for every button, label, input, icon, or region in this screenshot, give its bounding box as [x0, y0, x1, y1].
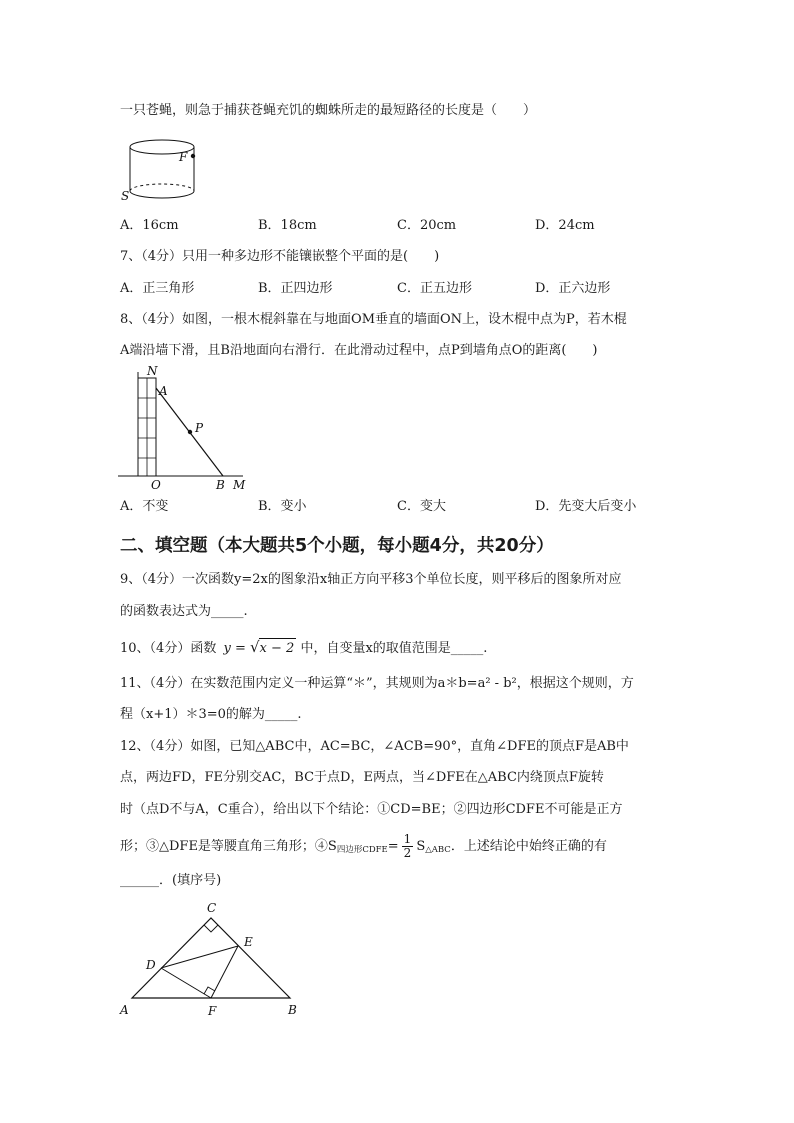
q7-option-d[interactable]: D．正六边形 [535, 281, 611, 296]
q6-option-c[interactable]: C．20cm [397, 218, 457, 233]
q8-option-b[interactable]: B．变小 [258, 499, 307, 514]
q8-option-a[interactable]: A．不变 [120, 499, 169, 514]
q12-line4-tail: ．上述结论中始终正确的有 [450, 839, 607, 854]
triangle-label-B: B [288, 1003, 297, 1017]
q12-stem-line3: 时（点D不与A，C重合），给出以下个结论：①CD=BE；②四边形CDFE不可能是正方 [120, 802, 623, 817]
q8-option-d[interactable]: D．先变大后变小 [535, 499, 637, 514]
q7-option-b[interactable]: B．正四边形 [258, 281, 333, 296]
q8-option-c[interactable]: C．变大 [397, 499, 446, 514]
cylinder-label-S: S [121, 189, 130, 203]
q9-stem-line2: 的函数表达式为_____. [120, 604, 248, 619]
triangle-label-D: D [146, 958, 156, 972]
q11-stem-line1: 11、（4分）在实数范围内定义一种运算“＊”，其规则为a＊b=a² - b²，根据这个规则，方 [120, 676, 634, 691]
q9-stem-line1: 9、（4分）一次函数y=2x的图象沿x轴正方向平移3个单位长度，则平移后的图象所对应 [120, 572, 622, 587]
q8-stem-line2: A端沿墙下滑，且B沿地面向右滑行．在此滑动过程中，点P到墙角点O的距离( ) [120, 343, 598, 358]
figure-label-O: O [151, 478, 161, 492]
q7-option-c[interactable]: C．正五边形 [397, 281, 472, 296]
q8-stem-line1: 8、（4分）如图，一根木棍斜靠在与地面OM垂直的墙面ON上，设木棍中点为P，若木棍 [120, 312, 627, 327]
q12-stem-line4 [120, 832, 607, 865]
fraction-denominator: 2 [403, 846, 412, 860]
q12-stem-line5: ______．(填序号) [120, 873, 222, 888]
q10-suffix: 中，自变量x的取值范围是_____. [300, 641, 488, 656]
q10-prefix: 10、（4分）函数 [120, 641, 217, 656]
section-heading: 二、填空题（本大题共5个小题，每小题4分，共20分） [120, 536, 554, 556]
cylinder-label-F: F [179, 150, 188, 164]
figure-label-N: N [147, 364, 158, 378]
fraction-numerator: 1 [403, 832, 412, 846]
q12-line4-text: 形；③△DFE是等腰直角三角形；④S [120, 839, 337, 854]
triangle-label-E: E [244, 935, 253, 949]
q12-sub-triangle: △ABC [425, 845, 451, 855]
q10-radicand: x − 2 [259, 638, 297, 659]
q12-eq: = [387, 839, 399, 854]
sqrt-sign: √ [249, 638, 260, 656]
figure-label-M: M [233, 478, 246, 492]
q6-option-a[interactable]: A．16cm [120, 218, 179, 233]
q6-option-d[interactable]: D．24cm [535, 218, 595, 233]
half-fraction [402, 833, 414, 860]
q6-stem-tail: 一只苍蝇，则急于捕获苍蝇充饥的蜘蛛所走的最短路径的长度是（ ） [120, 103, 537, 118]
q11-stem-line2: 程（x+1）＊3=0的解为_____. [120, 707, 302, 722]
triangle-figure [118, 898, 318, 1023]
q7-stem: 7、（4分）只用一种多边形不能镶嵌整个平面的是( ) [120, 249, 440, 264]
figure-label-A: A [159, 384, 168, 398]
q7-option-a[interactable]: A．正三角形 [120, 281, 195, 296]
q10-stem [120, 637, 487, 659]
triangle-label-F: F [208, 1004, 217, 1018]
figure-label-P: P [195, 421, 204, 435]
q12-stem-line1: 12、（4分）如图，已知△ABC中，AC=BC，∠ACB=90°，直角∠DFE的顶点F是AB中 [120, 739, 629, 754]
q12-sub-quad: 四边形CDFE [336, 845, 388, 855]
triangle-label-A: A [120, 1003, 129, 1017]
q6-option-b[interactable]: B．18cm [258, 218, 317, 233]
q10-y-eq: y = [223, 641, 246, 656]
cylinder-figure [118, 138, 208, 204]
q12-S: S [416, 839, 426, 854]
figure-label-B: B [216, 478, 225, 492]
ladder-wall-figure [118, 366, 248, 492]
triangle-label-C: C [207, 901, 217, 915]
q12-stem-line2: 点，两边FD，FE分别交AC，BC于点D，E两点，当∠DFE在△ABC内绕顶点F旋转 [120, 770, 604, 785]
